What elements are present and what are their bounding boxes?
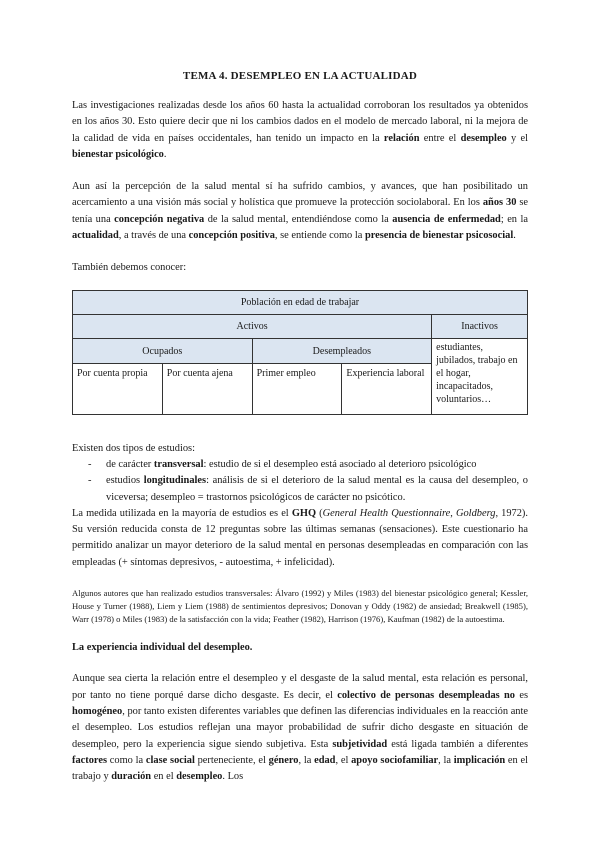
population-table — [72, 290, 528, 415]
study-type-longitudinal — [106, 473, 528, 506]
table-cell-cuenta-ajena: Por cuenta ajena — [162, 364, 252, 414]
table-cell-primer-empleo: Primer empleo — [252, 364, 342, 414]
text-run: Aunque sea cierta la relación entre el desempleo y el desgaste de la salud mental, esta relación es personal, por tanto no tiene porqué darse dicho desgaste. Es decir, el — [72, 673, 528, 701]
text-run: : estudio de si el desempleo está asociado al deterioro psicológico — [203, 458, 477, 470]
text-run: , 1972). Su versión reducida consta de 12 preguntas sobre las últimas semanas (sensaciones). Este cuestionario ha permitido analizar un mayor deterioro de la salud mental en personas desempleadas en comparación con las empleadas (+ síntomas depresivos, - autoestima, + infelicidad). — [72, 507, 528, 568]
bold-run: actualidad — [72, 230, 119, 242]
bold-run: GHQ — [291, 507, 317, 519]
ghq-paragraph — [72, 506, 528, 571]
bold-run: transversal — [153, 458, 204, 470]
text-run: , por tanto existen diferentes variables que definen las diferencias individuales en la reacción ante el desempleo. Los estudios reflejan una mayor probabilidad de sufrir dicho desgaste en situación de desempleo, pero la experiencia sigue siendo subjetiva. Esta — [72, 705, 528, 750]
text-run: , la — [298, 754, 315, 766]
text-run: . Los — [222, 771, 244, 783]
table-inactivos-list: estudiantes, jubilados, trabajo en el hogar, incapacitados, voluntarios… — [432, 338, 528, 414]
text-run: . — [513, 230, 516, 242]
table-header-activos: Activos — [73, 314, 432, 338]
text-run: : análisis de si el deterioro de la salud mental es la causa del desempleo, o viceversa; desempleo = trastornos psicológicos de carácter no psicótico. — [106, 475, 528, 503]
text-run: es — [515, 689, 528, 701]
bold-run: desempleo — [460, 132, 507, 144]
text-run: en el — [151, 771, 177, 783]
document-page — [72, 70, 528, 785]
text-run: , a través de una — [118, 230, 189, 242]
bold-run: implicación — [453, 754, 506, 766]
text-run: como la — [107, 754, 146, 766]
bold-run: género — [268, 754, 299, 766]
text-run: está ligada también a diferentes — [387, 738, 528, 750]
bold-run: duración — [111, 771, 152, 783]
bold-run: apoyo sociofamiliar — [351, 754, 439, 766]
study-type-transversal — [106, 457, 528, 473]
text-run: se tenía una — [72, 197, 528, 225]
bold-run: factores — [72, 754, 108, 766]
bold-run: ausencia de enfermedad — [392, 213, 501, 225]
text-run: ( — [316, 507, 323, 519]
text-run: . — [163, 148, 167, 160]
document-title: TEMA 4. DESEMPLEO EN LA ACTUALIDAD — [182, 70, 418, 82]
section-heading: La experiencia individual del desempleo. — [72, 642, 253, 654]
bold-run: años 30 — [482, 197, 517, 209]
text-run: ; en la — [500, 213, 528, 225]
studies-list — [72, 457, 528, 506]
authors-note: Algunos autores que han realizado estudios transversales: Álvaro (1992) y Miles (1983) del bienestar psicológico general; Kessler, House y Turner (1988), Liem y Liem (1988) de sentimientos depresivos; Donovan y Oddy (1982) de ansiedad; Breakwell (1985), Warr (1978) o Miles (1983) de la satisfacción con la vida; Feather (1982), Harrison (1976), Kaufman (1982) de la autoestima. — [72, 588, 528, 625]
text-run: , se entiende como la — [274, 230, 365, 242]
italic-run: Goldberg — [455, 507, 496, 519]
text-run: entre el — [419, 132, 461, 144]
table-cell-experiencia-laboral: Experiencia laboral — [342, 364, 432, 414]
bold-run: concepción negativa — [114, 213, 205, 225]
bold-run: subjetividad — [332, 738, 388, 750]
text-run: Las investigaciones realizadas desde los años 60 hasta la actualidad corroboran los resultados ya obtenidos en los años 30. Esto quiere decir que ni los cambios dados en el modelo de mercado laboral, ni la mejora de la calidad de vida en países occidentales, han tenido un impacto en la — [72, 100, 528, 144]
italic-run: General Health Questionnaire — [322, 507, 451, 519]
text-run: de la salud mental, entendiéndose como la — [204, 213, 393, 225]
text-run: de carácter — [106, 458, 154, 470]
text-run: estudios — [106, 475, 144, 487]
bold-run: clase social — [145, 754, 195, 766]
text-run: Aun así la percepción de la salud mental sí ha sufrido cambios, y avances, que han posibilitado un acercamiento a una visión más social y holística que promueve la protección sociolaboral. En los — [72, 181, 528, 209]
text-run: , — [450, 507, 456, 519]
text-run: y el — [506, 132, 528, 144]
bold-run: presencia de bienestar psicosocial — [364, 230, 514, 242]
bold-run: relación — [383, 132, 420, 144]
text-run: en el trabajo y — [72, 754, 529, 783]
bold-run: colectivo de personas desempleadas no — [337, 689, 516, 701]
bold-run: desempleo — [176, 771, 223, 783]
text-run: , la — [438, 754, 454, 766]
bold-run: longitudinales — [143, 475, 207, 487]
bold-run: concepción positiva — [188, 230, 275, 242]
table-cell-cuenta-propia: Por cuenta propia — [73, 364, 163, 414]
individual-experience-paragraph — [72, 671, 528, 785]
bold-run: edad — [314, 754, 336, 766]
bold-run: bienestar psicológico — [72, 148, 164, 160]
bold-run: homogéneo — [72, 705, 123, 717]
table-header-inactivos: Inactivos — [432, 314, 528, 338]
text-run: La medida utilizada en la mayoría de estudios es el — [72, 507, 292, 519]
table-header-ocupados: Ocupados — [73, 338, 253, 364]
text-run: perteneciente, el — [194, 754, 269, 766]
table-header-desempleados: Desempleados — [252, 338, 432, 364]
table-header-working-age: Población en edad de trabajar — [73, 290, 528, 314]
mental-health-paragraph — [72, 179, 528, 244]
studies-intro: Existen dos tipos de estudios: — [72, 442, 195, 454]
table-intro: También debemos conocer: — [72, 262, 187, 274]
population-table-wrapper — [72, 290, 528, 415]
text-run: , el — [335, 754, 352, 766]
intro-paragraph — [72, 98, 528, 163]
